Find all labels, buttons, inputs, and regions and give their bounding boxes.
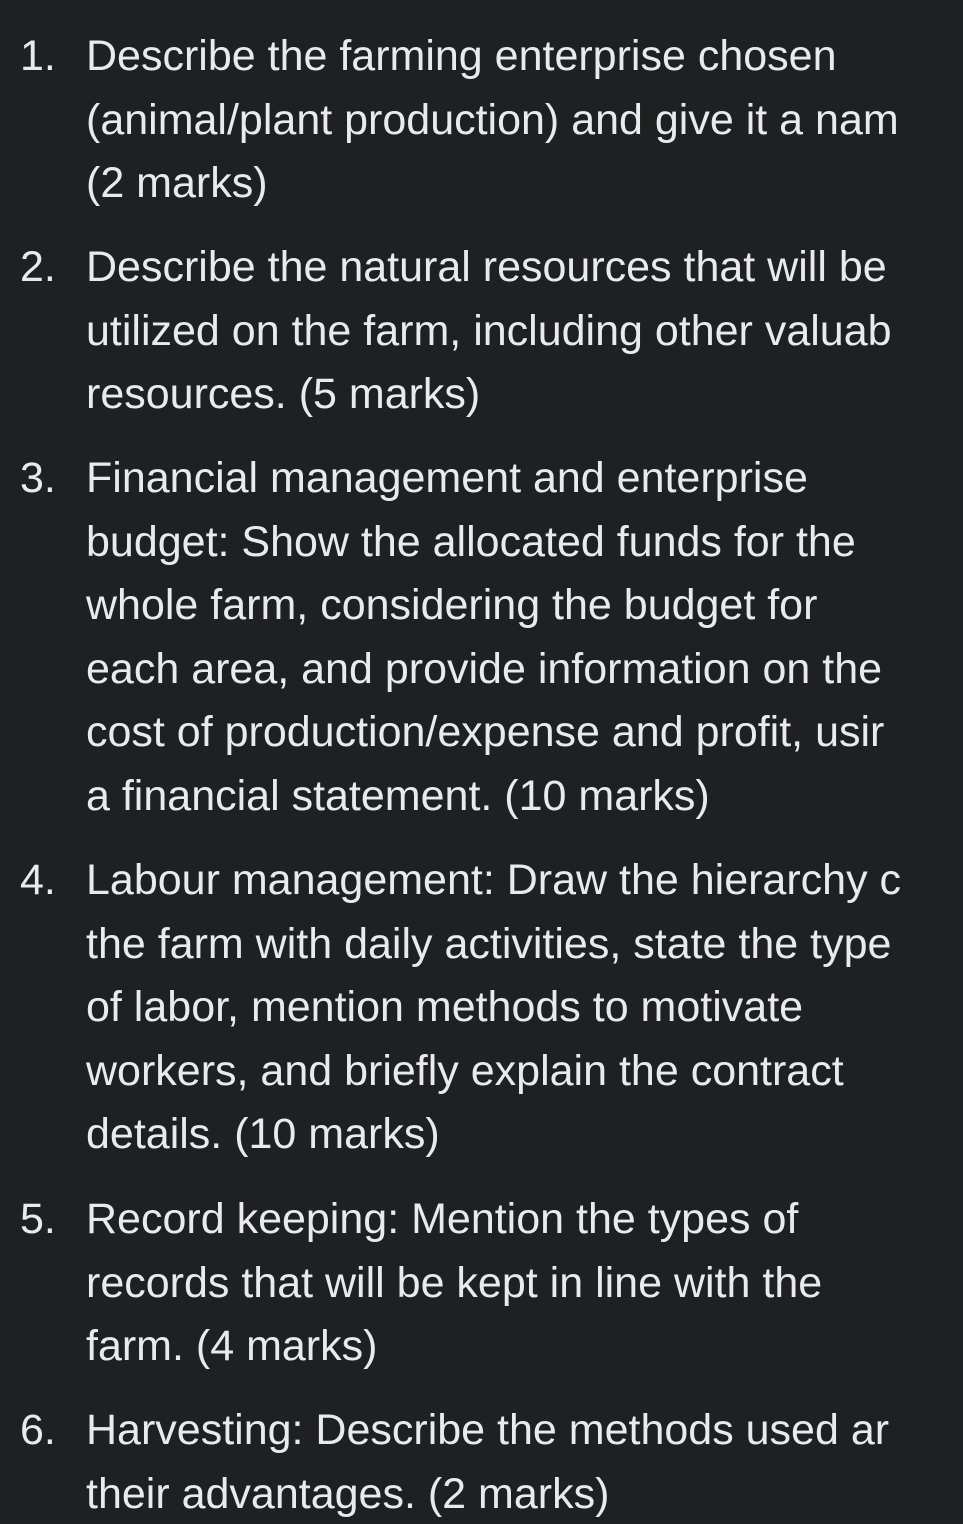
question-text-line: utilized on the farm, including other valuab <box>86 306 892 355</box>
question-number: 2. <box>20 243 56 291</box>
question-text-line: Describe the natural resources that will be <box>86 243 887 291</box>
question-text-line: Labour management: Draw the hierarchy c <box>86 856 902 904</box>
question-text-line: (animal/plant production) and give it a nam <box>86 95 899 144</box>
question-text-line: of labor, mention methods to motivate <box>86 983 804 1031</box>
question-number: 6. <box>20 1406 56 1454</box>
question-text-line: details. (10 marks) <box>86 1110 440 1158</box>
question-number: 5. <box>20 1195 56 1243</box>
question-text-line: budget: Show the allocated funds for the <box>86 517 856 566</box>
question-text-line: records that will be kept in line with the <box>86 1258 823 1307</box>
question-text-line: cost of production/expense and profit, usir <box>86 708 885 756</box>
question-number: 4. <box>20 856 56 904</box>
question-text-line: (2 marks) <box>86 159 268 207</box>
question-text-line: Describe the farming enterprise chosen <box>86 32 837 80</box>
question-text-line: their advantages. (2 marks) <box>86 1469 610 1518</box>
question-text-line: whole farm, considering the budget for <box>86 581 818 629</box>
question-text-line: resources. (5 marks) <box>86 370 481 418</box>
question-text-line: Record keeping: Mention the types of <box>86 1195 799 1243</box>
question-text-line: the farm with daily activities, state the type <box>86 919 892 968</box>
question-text-line: a financial statement. (10 marks) <box>86 771 710 820</box>
question-text-line: Harvesting: Describe the methods used ar <box>86 1406 890 1454</box>
question-number: 1. <box>20 32 56 80</box>
question-text-line: Financial management and enterprise <box>86 454 808 502</box>
question-text-line: farm. (4 marks) <box>86 1322 378 1370</box>
question-number: 3. <box>20 454 56 502</box>
question-text-line: workers, and briefly explain the contract <box>86 1046 844 1095</box>
question-text-line: each area, and provide information on the <box>86 644 883 693</box>
